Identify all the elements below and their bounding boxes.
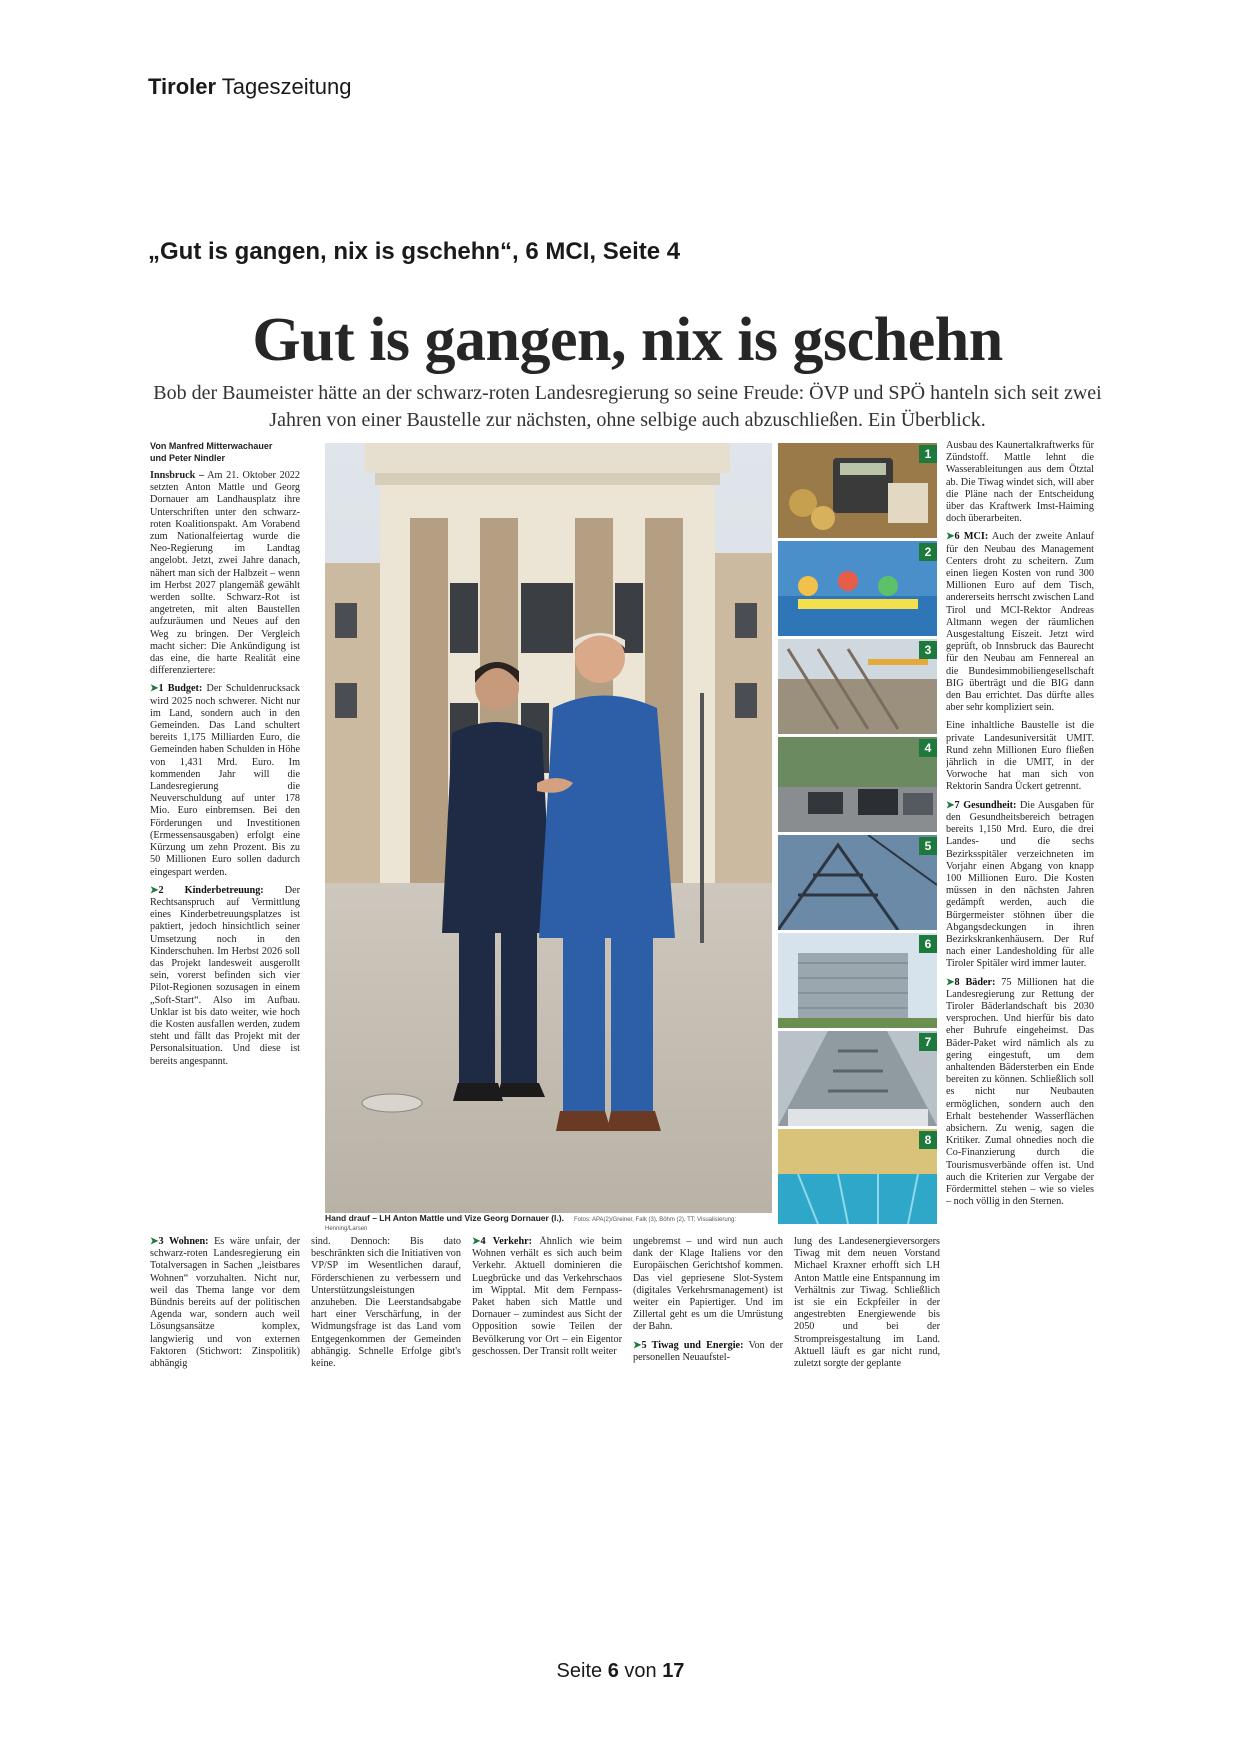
thumb-mci — [778, 933, 937, 1028]
badge-4: 4 — [919, 739, 937, 757]
section-text-baeder: 75 Millionen hat die Landesregierung zur Rettung der Tiroler Bäderlandschaft bis 2030 versprochen. Und hierfür bis dato eher Buhrufe eingeheimst. Das Bäder-Paket wird nämlich als zu gering eingestuft, um dem anhaltenden Bädersterben ein Ende bereiten zu können. Schließlich soll es nicht nur Neubauten ermöglichen, sondern auch den Erhalt bestehender Wasserflächen absichern. Zu wenig, sagen die Kritiker. Zumal ohnedies noch die Co-Finanzierung durch die Tourismusverbände offen ist. Und auch die Kriterien zur Vergabe der Fördermittel stehen – wie so vieles – noch völlig in den Sternen. — [946, 976, 1094, 1208]
thumb-wohnen — [778, 639, 937, 734]
footer-middle: von — [618, 1660, 663, 1682]
section-title-baeder: ➤ 8 Bäder: — [946, 977, 995, 988]
section-text-energie: Von der personellen Neuaufstel- — [633, 1339, 783, 1363]
brand-rest: Tageszeitung — [216, 74, 352, 99]
section-text-gesundheit: Die Ausgaben für den Gesundheitsbereich betragen bereits 1,150 Mrd. Euro, die drei Landes- und die sechs Bezirksspitäler verzeichneten im Vorjahr einen Abgang von knapp 100 Millionen Euro. Die Kosten müssen in den nächsten Jahren gedämpft werden, auch die Bürgermeister stöhnen über die Abgangsdeckungen in ihren Bezirkskrankenhäusern. Der Ruf nach einer Landesholding für alle Tiroler Spitäler wird immer lauter. — [946, 799, 1094, 970]
section-title-energie: ➤ 5 Tiwag und Energie: — [633, 1340, 743, 1351]
section-text-mci: Auch der zweite Anlauf für den Neubau des Management Centers droht zu scheitern. Zum einen liegen Kosten von rund 300 Millionen Euro auf dem Tisch, andererseits herrscht zwischen Land Tirol und MCI-Rektor Andreas Altmann wegen der räumlichen Ausgestaltung Eiszeit. Jetzt wird geprüft, ob Innsbruck das Baurecht für den Neubau am Fennereal an die Bundesimmobiliengesellschaft BIG überträgt und die BIG dann den Bau errichtet. Das dürfte alles aber sehr kompliziert sein. — [946, 531, 1094, 714]
text-column-right — [946, 440, 1094, 1390]
footer-page-number: 6 — [607, 1660, 619, 1682]
section-title-wohnen: ➤ 3 Wohnen: — [150, 1236, 209, 1247]
section-text-wohnen: Es wäre unfair, der schwarz-roten Landesregierung ein Totalversagen in Sachen „leistbares Wohnen“ vorzuhalten. Nicht nur, weil das Thema lange vor dem Bündnis bereits auf der politischen Agenda war, sondern auch weil Lösungsansätze komplex, langwierig und von externen Faktoren (Stichwort: Zinspolitik) abhängig — [150, 1236, 300, 1370]
badge-3: 3 — [919, 641, 937, 659]
section-title-budget: ➤ 1 Budget: — [150, 683, 202, 694]
clip-title: „Gut is gangen, nix is gschehn“, 6 MCI, Seite 4 — [148, 238, 681, 265]
main-photo — [325, 443, 772, 1213]
section-text-verkehr: Ähnlich wie beim Wohnen verhält es sich auch beim Verkehr. Aktuell dominieren die Luegbrücke und das Verkehrschaos im Wipptal. Mit dem Fernpass-Paket haben sich Mattle und Dornauer – zumindest aus Sicht der Opposition sowie Teilen der Bevölkerung vor Ort – ein Eigentor geschossen. Der Transit rollt weiter — [472, 1236, 622, 1357]
caption-text: Hand drauf – LH Anton Mattle und Vize Georg Dornauer (l.). — [325, 1213, 564, 1223]
badge-7: 7 — [919, 1033, 937, 1051]
badge-5: 5 — [919, 837, 937, 855]
bottom-column-2 — [311, 1236, 461, 1396]
byline-line-1: Von Manfred Mitterwachauer — [150, 441, 273, 451]
badge-8: 8 — [919, 1131, 937, 1149]
badge-1: 1 — [919, 445, 937, 463]
publication-name — [148, 74, 351, 100]
thumb-energie — [778, 835, 937, 930]
thumb-budget — [778, 443, 937, 538]
badge-2: 2 — [919, 543, 937, 561]
section-title-kinderbetreuung: ➤ 2 Kinderbetreuung: — [150, 885, 264, 896]
text-column-1 — [150, 440, 300, 1230]
thumb-verkehr — [778, 737, 937, 832]
bottom-column-1 — [150, 1236, 300, 1396]
photo-caption — [325, 1213, 772, 1232]
section-title-mci: ➤ 6 MCI: — [946, 531, 988, 542]
thumb-kinderbetreuung — [778, 541, 937, 636]
section-text-kinderbetreuung: Der Rechtsanspruch auf Vermittlung eines Kinderbetreuungsplatzes ist paktiert, jedoch hinsichtlich seiner Umsetzung noch in den Kinderschuhen. Im Herbst 2026 soll das Projekt landesweit ausgerollt sein, vorerst befinden sich vier Pilot-Regionen sozusagen in einem „Soft-Start“. Also im Aufbau. Unklar ist bis dato weiter, wie hoch die Kosten ausfallen werden, zudem steht und fällt das Projekt mit der Personalsituation. Und diese ist bereits angespannt. — [150, 884, 300, 1067]
article-subhead: Bob der Baumeister hätte an der schwarz-roten Landesregierung so seine Freude: ÖVP und SPÖ hanteln sich seit zwei Jahren von einer Baustelle zur nächsten, ohne selbige auch abzuschließen. Ein Überblick. — [153, 382, 1102, 431]
section-title-verkehr: ➤ 4 Verkehr: — [472, 1236, 532, 1247]
brand-bold: Tiroler — [148, 74, 217, 99]
intro-text: Am 21. Oktober 2022 setzten Anton Mattle und Georg Dornauer am Landhausplatz ihre Unterschriften unter den schwarz-roten Koalitionspakt. Am Vorabend zum Nationalfeiertag wurde die Neo-Regierung im Landtag angelobt. Jetzt, zwei Jahre danach, nähert man sich der Halbzeit – wenn im Herbst 2027 plangemäß gewählt werden sollte. Schwarz-Rot ist angetreten, mit alten Baustellen aufzuräumen und Neues auf den Weg zu bringen. Der Vergleich macht sicher: Die Ankündigung ist das eine, die harte Realität eine differenziertere: — [150, 470, 300, 677]
thumb-gesundheit — [778, 1031, 937, 1126]
bottom-column-5 — [794, 1236, 940, 1396]
section-title-gesundheit: ➤ 7 Gesundheit: — [946, 800, 1016, 811]
dateline: Innsbruck – — [150, 470, 205, 481]
verkehr-continued: ungebremst – und wird nun auch dank der Klage Italiens vor den Europäischen Gerichtshof kommen. Das viel gepriesene Slot-System (digitales Verkehrsmanagement) ist weiter ein Papiertiger. Und im Zillertal geht es um die Umrüstung der Bahn. — [633, 1236, 783, 1333]
footer-total-pages: 17 — [662, 1660, 685, 1682]
wohnen-continued: sind. Dennoch: Bis dato beschränkten sich die Initiativen von VP/SP im Wesentlichen darauf, Förderschienen zu verbessern und Unterstützungsleistungen anzuheben. Die Leerstandsabgabe hart einer Verschärfung, in der Widmungsfrage ist das Land vom Entgegenkommen der Gemeinden abhängig. Schnelle Erfolge gibt's keine. — [311, 1236, 461, 1370]
energie-continued: lung des Landesenergieversorgers Tiwag mit dem neuen Vorstand Michael Kraxner erhofft sich LH Anton Mattle eine Entspannung im Verhältnis zur Tiwag. Schließlich ist sie ein Eckpfeiler in der angestrebten Energiewende bis 2050 und bei der Strompreisgestaltung im Land. Aktuell läuft es gar nicht rund, zuletzt sorgte der geplante — [794, 1236, 940, 1370]
photo-credit: Fotos: APA(2)/Greiner, Falk (3), Böhm (2), TT; Visualisierung: Henning/Larsen — [325, 1217, 737, 1232]
section-text-umit: Eine inhaltliche Baustelle ist die private Landesuniversität UMIT. Rund zehn Millionen Euro fließen jährlich in die UMIT, in der Vorwoche hat man sich von Rektorin Sandra Ückert getrennt. — [946, 720, 1094, 793]
right-top-text: Ausbau des Kaunertalkraftwerks für Zündstoff. Mattle lehnt die Wasserableitungen aus dem Ötztal ab. Die Tiwag windet sich, will aber die Pläne nach der Entscheidung über das Kraftwerk Imst-Haiming doch überarbeiten. — [946, 440, 1094, 525]
section-text-budget: Der Schuldenrucksack wird 2025 noch schwerer. Nicht nur im Land, sondern auch in den Gemeinden. Das Land schultert bereits 1,175 Milliarden Euro, die Gemeinden haben Schulden in Höhe von 1,431 Mrd. Euro. Im kommenden Jahr will die Landesregierung die Neuverschuldung auf unter 178 Mio. Euro einbremsen. Bei den Förderungen und Investitionen (Ermessensausgaben) erfolgt eine Kürzung um zehn Prozent. Bis zu 50 Millionen Euro sollen dadurch eingespart werden. — [150, 683, 300, 878]
footer-prefix: Seite — [556, 1660, 608, 1682]
page-footer — [0, 1660, 1241, 1683]
thumb-baeder — [778, 1129, 937, 1224]
bottom-column-4 — [633, 1236, 783, 1396]
badge-6: 6 — [919, 935, 937, 953]
byline-line-2: und Peter Nindler — [150, 453, 226, 463]
article-headline: Gut is gangen, nix is gschehn — [252, 306, 1003, 374]
bottom-column-3 — [472, 1236, 622, 1396]
